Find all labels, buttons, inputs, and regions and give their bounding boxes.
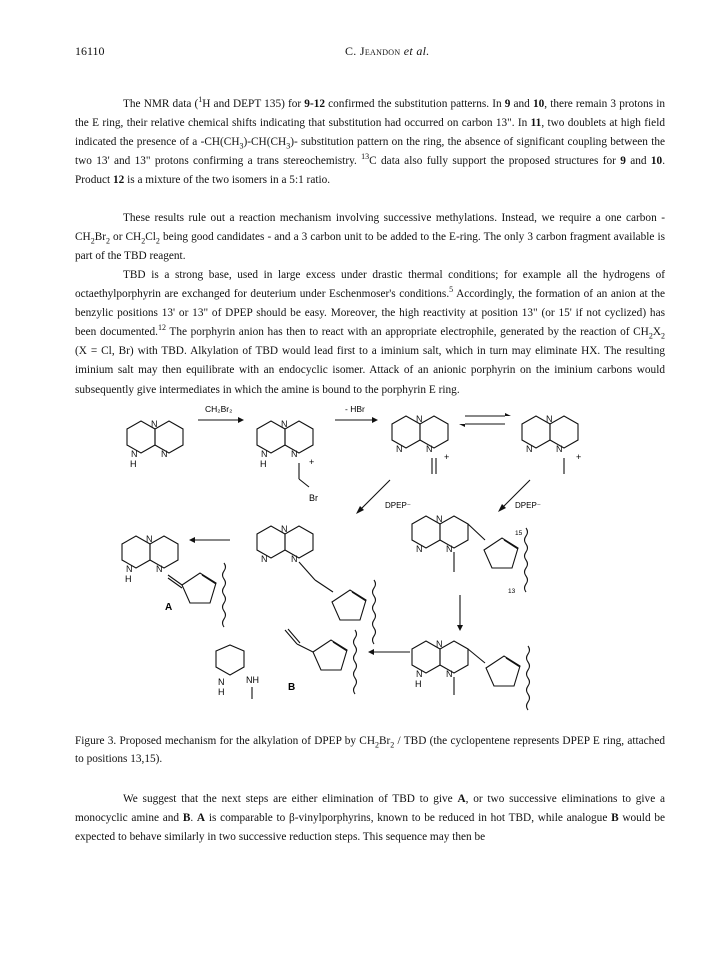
reagent-ch2br2: CH₂Br₂ bbox=[205, 404, 233, 414]
dpep-label-2: DPEP⁻ bbox=[515, 501, 542, 510]
reaction-scheme: N H CH₂Br₂ H + Br - HBr + + DPEP⁻ DPEP⁻ H A 15 13 N H NH B H bbox=[110, 380, 610, 720]
paragraph-next-steps: We suggest that the next steps are either elimination of TBD to give A, or two successive eliminations to give a monocyclic amine and B. A is comparable to β-vinylporphyrins, known to be reduced in hot TBD, while analogue B would be expected to behave similarly in two successive reduction steps. This sequence may then be bbox=[75, 793, 665, 844]
figure-caption: Figure 3. Proposed mechanism for the alkylation of DPEP by $CH_2Br_2$ / TBD (the cyclopentene represents DPEP E ring, attached to positions 13,15). bbox=[75, 735, 665, 765]
intermediate-endo bbox=[412, 514, 485, 572]
reagent-hbr: - HBr bbox=[345, 404, 365, 414]
svg-text:N: N bbox=[218, 677, 225, 687]
page-number: 16110 bbox=[75, 44, 105, 58]
tbd-molecule bbox=[127, 419, 183, 469]
paragraph-tbd: TBD is a strong base, used in large excess under drastic thermal conditions; for example all the hydrogens of octaethylporphyrin are exchanged for deuterium under Eschenmoser's conditions.$^5$ Accordingly, the formation of an anion at the benzylic positions 13' or 13" of DPEP should be easy. Moreover, the high reactivity at position 13" (or 15' if not cyclized) has been documented.$^{12}$ The porphyrin anion has then to react with an appropriate electrophile, generated by the reaction of $CH_2X_2$ (X = Cl, Br) with TBD. Alkylation of TBD would lead first to a iminium salt, which in turn may eliminate HX. The resulting iminium salt may then equilibrate with an endocyclic isomer. Attack of an anionic porphyrin on the iminium carbons would subsequently give intermediates in which the amine is bound to the porphyrin E ring. bbox=[75, 269, 665, 396]
arrowhead-1 bbox=[238, 417, 244, 423]
dpep-label-1: DPEP⁻ bbox=[385, 501, 412, 510]
page-header bbox=[75, 44, 665, 60]
atom-NH: NH bbox=[246, 675, 259, 685]
position-15: 15 bbox=[515, 530, 523, 537]
charge-plus: + bbox=[576, 452, 582, 462]
atom-H: H bbox=[125, 574, 132, 584]
tbd-alkylated bbox=[257, 419, 318, 503]
intermediate-ring-opened bbox=[412, 639, 485, 695]
atom-H: H bbox=[130, 459, 137, 469]
running-head: C. Jeandon et al. bbox=[345, 44, 430, 58]
vinyl-cyclopentene-B bbox=[285, 629, 357, 694]
atom-H: H bbox=[260, 459, 267, 469]
arrowhead-2 bbox=[372, 417, 378, 423]
paragraph-mechanism: These results rule out a reaction mechanism involving successive methylations. Instead, we require a one carbon - $CH_2Br_2$ or $CH_2Cl_2$ being good candidates - and a 3 carbon unit to be added to the E-ring. The only 3 carbon fragment available is part of the TBD reagent. bbox=[75, 212, 665, 263]
iminium-endocyclic bbox=[522, 414, 581, 474]
atom-Br: Br bbox=[309, 493, 318, 503]
monocyclic-amine bbox=[216, 645, 259, 699]
svg-text:H: H bbox=[218, 687, 225, 697]
intermediate-exo bbox=[257, 524, 333, 592]
iminium-exocyclic bbox=[392, 414, 449, 474]
position-13: 13 bbox=[508, 588, 516, 595]
svg-text:H: H bbox=[415, 679, 422, 689]
label-A: A bbox=[165, 602, 173, 613]
paragraph-nmr: The NMR data ($^1$H and DEPT 135) for 9-12 confirmed the substitution patterns. In 9 and 10, there remain 3 protons in the E ring, their relative chemical shifts indicating that substitution had occurred on carbon 13". In 11, two doublets at high field indicated the presence of a $-CH(CH_3)-CH(CH_3)-$ substitution pattern on the ring, the absence of significant coupling between the two 13' and 13" protons confirming a trans stereochemistry. $^{13}$C data also fully support the proposed structures for 9 and 10. Product 12 is a mixture of the two isomers in a 5:1 ratio. bbox=[75, 95, 666, 187]
charge-plus: + bbox=[309, 457, 315, 467]
vinyl-cyclopentene-A bbox=[168, 563, 226, 627]
label-B: B bbox=[288, 682, 296, 693]
charge-plus: + bbox=[444, 452, 450, 462]
